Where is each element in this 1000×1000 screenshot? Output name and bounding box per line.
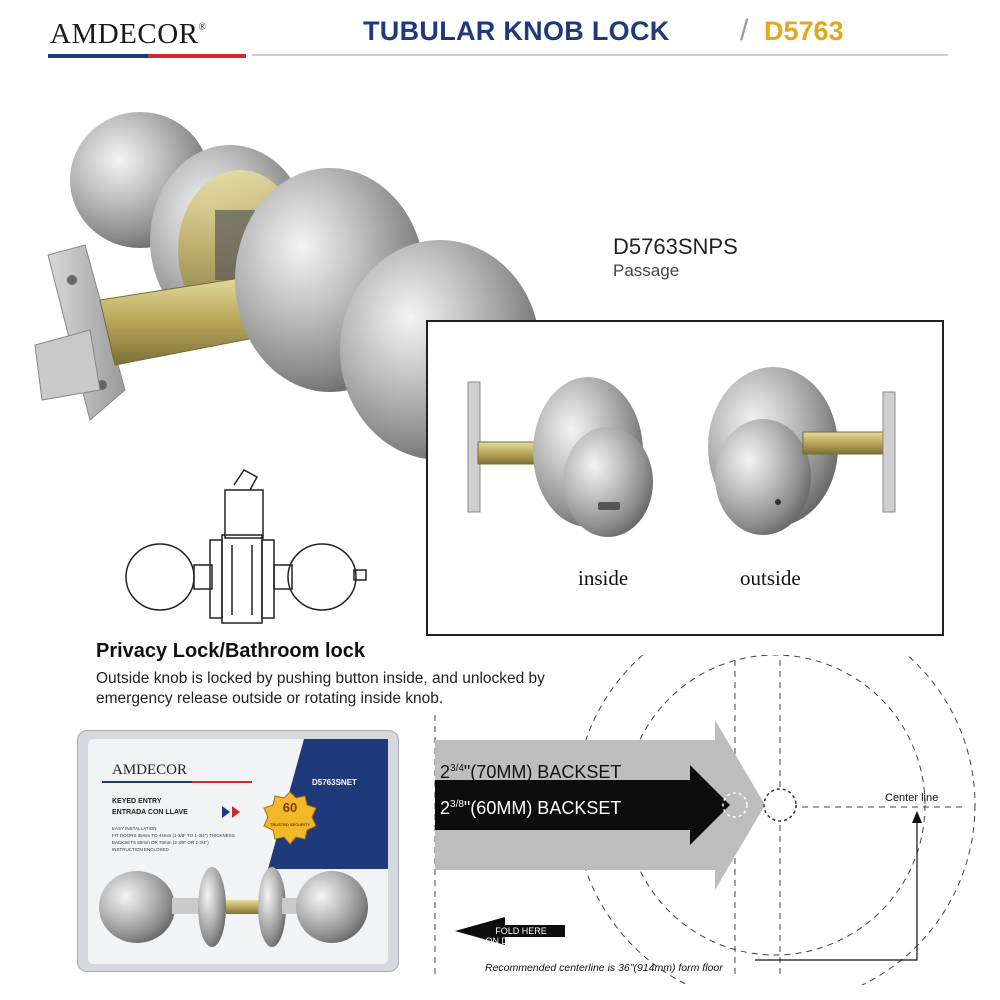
brand-logo: AMDECOR® bbox=[50, 18, 207, 50]
package-keyed-entry: KEYED ENTRY bbox=[112, 798, 162, 805]
centerline-recommendation: Recommended centerline is 36"(914mm) form floor bbox=[485, 962, 723, 974]
product-code: D5763SNPS bbox=[613, 234, 738, 259]
package-note: INSTRUCTION ENCLOSED bbox=[112, 847, 169, 852]
package-note: BACKSETS 60mm OR 70mm (2-3/8" OR 2-3/4") bbox=[112, 840, 209, 845]
center-line-label: Center line bbox=[885, 792, 939, 804]
latch-bolt bbox=[35, 330, 100, 400]
height-indicator-line bbox=[755, 815, 917, 960]
header-divider bbox=[252, 54, 948, 56]
outside-caption: outside bbox=[740, 566, 801, 590]
backset-60-label: $2^{3/8}"(60MM)$ BACKSET bbox=[440, 798, 622, 818]
inside-knob-image bbox=[458, 352, 658, 552]
backset-70-label: $2^{3/4}"(70MM)$ BACKSET bbox=[440, 762, 622, 782]
package-arrow-icon bbox=[232, 806, 240, 818]
fold-label: FOLD HERE ON DOOR EDGE bbox=[485, 926, 557, 946]
package-entrada: ENTRADA CON LLAVE bbox=[112, 809, 188, 816]
brand-underline bbox=[48, 54, 246, 58]
package-arrow-icon bbox=[222, 806, 230, 818]
privacy-lock-title: Privacy Lock/Bathroom lock bbox=[96, 640, 365, 662]
package-code: D5763SNET bbox=[312, 778, 357, 787]
package-note: EASY INSTALLATION bbox=[112, 826, 157, 831]
privacy-lock-description: Outside knob is locked by pushing button inside, and unlocked by emergency release outside or rotating inside knob. bbox=[96, 670, 545, 707]
outside-knob-image bbox=[698, 352, 918, 552]
package-brand: AMDECOR bbox=[112, 762, 188, 778]
badge-text: TRUSTED SECURITY bbox=[269, 822, 311, 827]
privacy-lock-line-drawing bbox=[122, 465, 382, 630]
package-note: FIT DOORS 35mm TO 44mm (1-3/8" TO 1-3/4") THICKNESS bbox=[112, 833, 235, 838]
hole-70 bbox=[764, 789, 796, 821]
page-title: TUBULAR KNOB LOCK bbox=[363, 16, 670, 46]
function-inset-panel bbox=[426, 320, 944, 636]
package-knobs-image bbox=[92, 862, 372, 952]
trusted-security-badge-icon bbox=[260, 790, 320, 846]
badge-number: 60 bbox=[282, 800, 298, 815]
inside-caption: inside bbox=[578, 566, 629, 590]
title-separator: / bbox=[740, 14, 749, 47]
model-number: D5763 bbox=[764, 16, 844, 46]
product-type: Passage bbox=[613, 261, 680, 280]
